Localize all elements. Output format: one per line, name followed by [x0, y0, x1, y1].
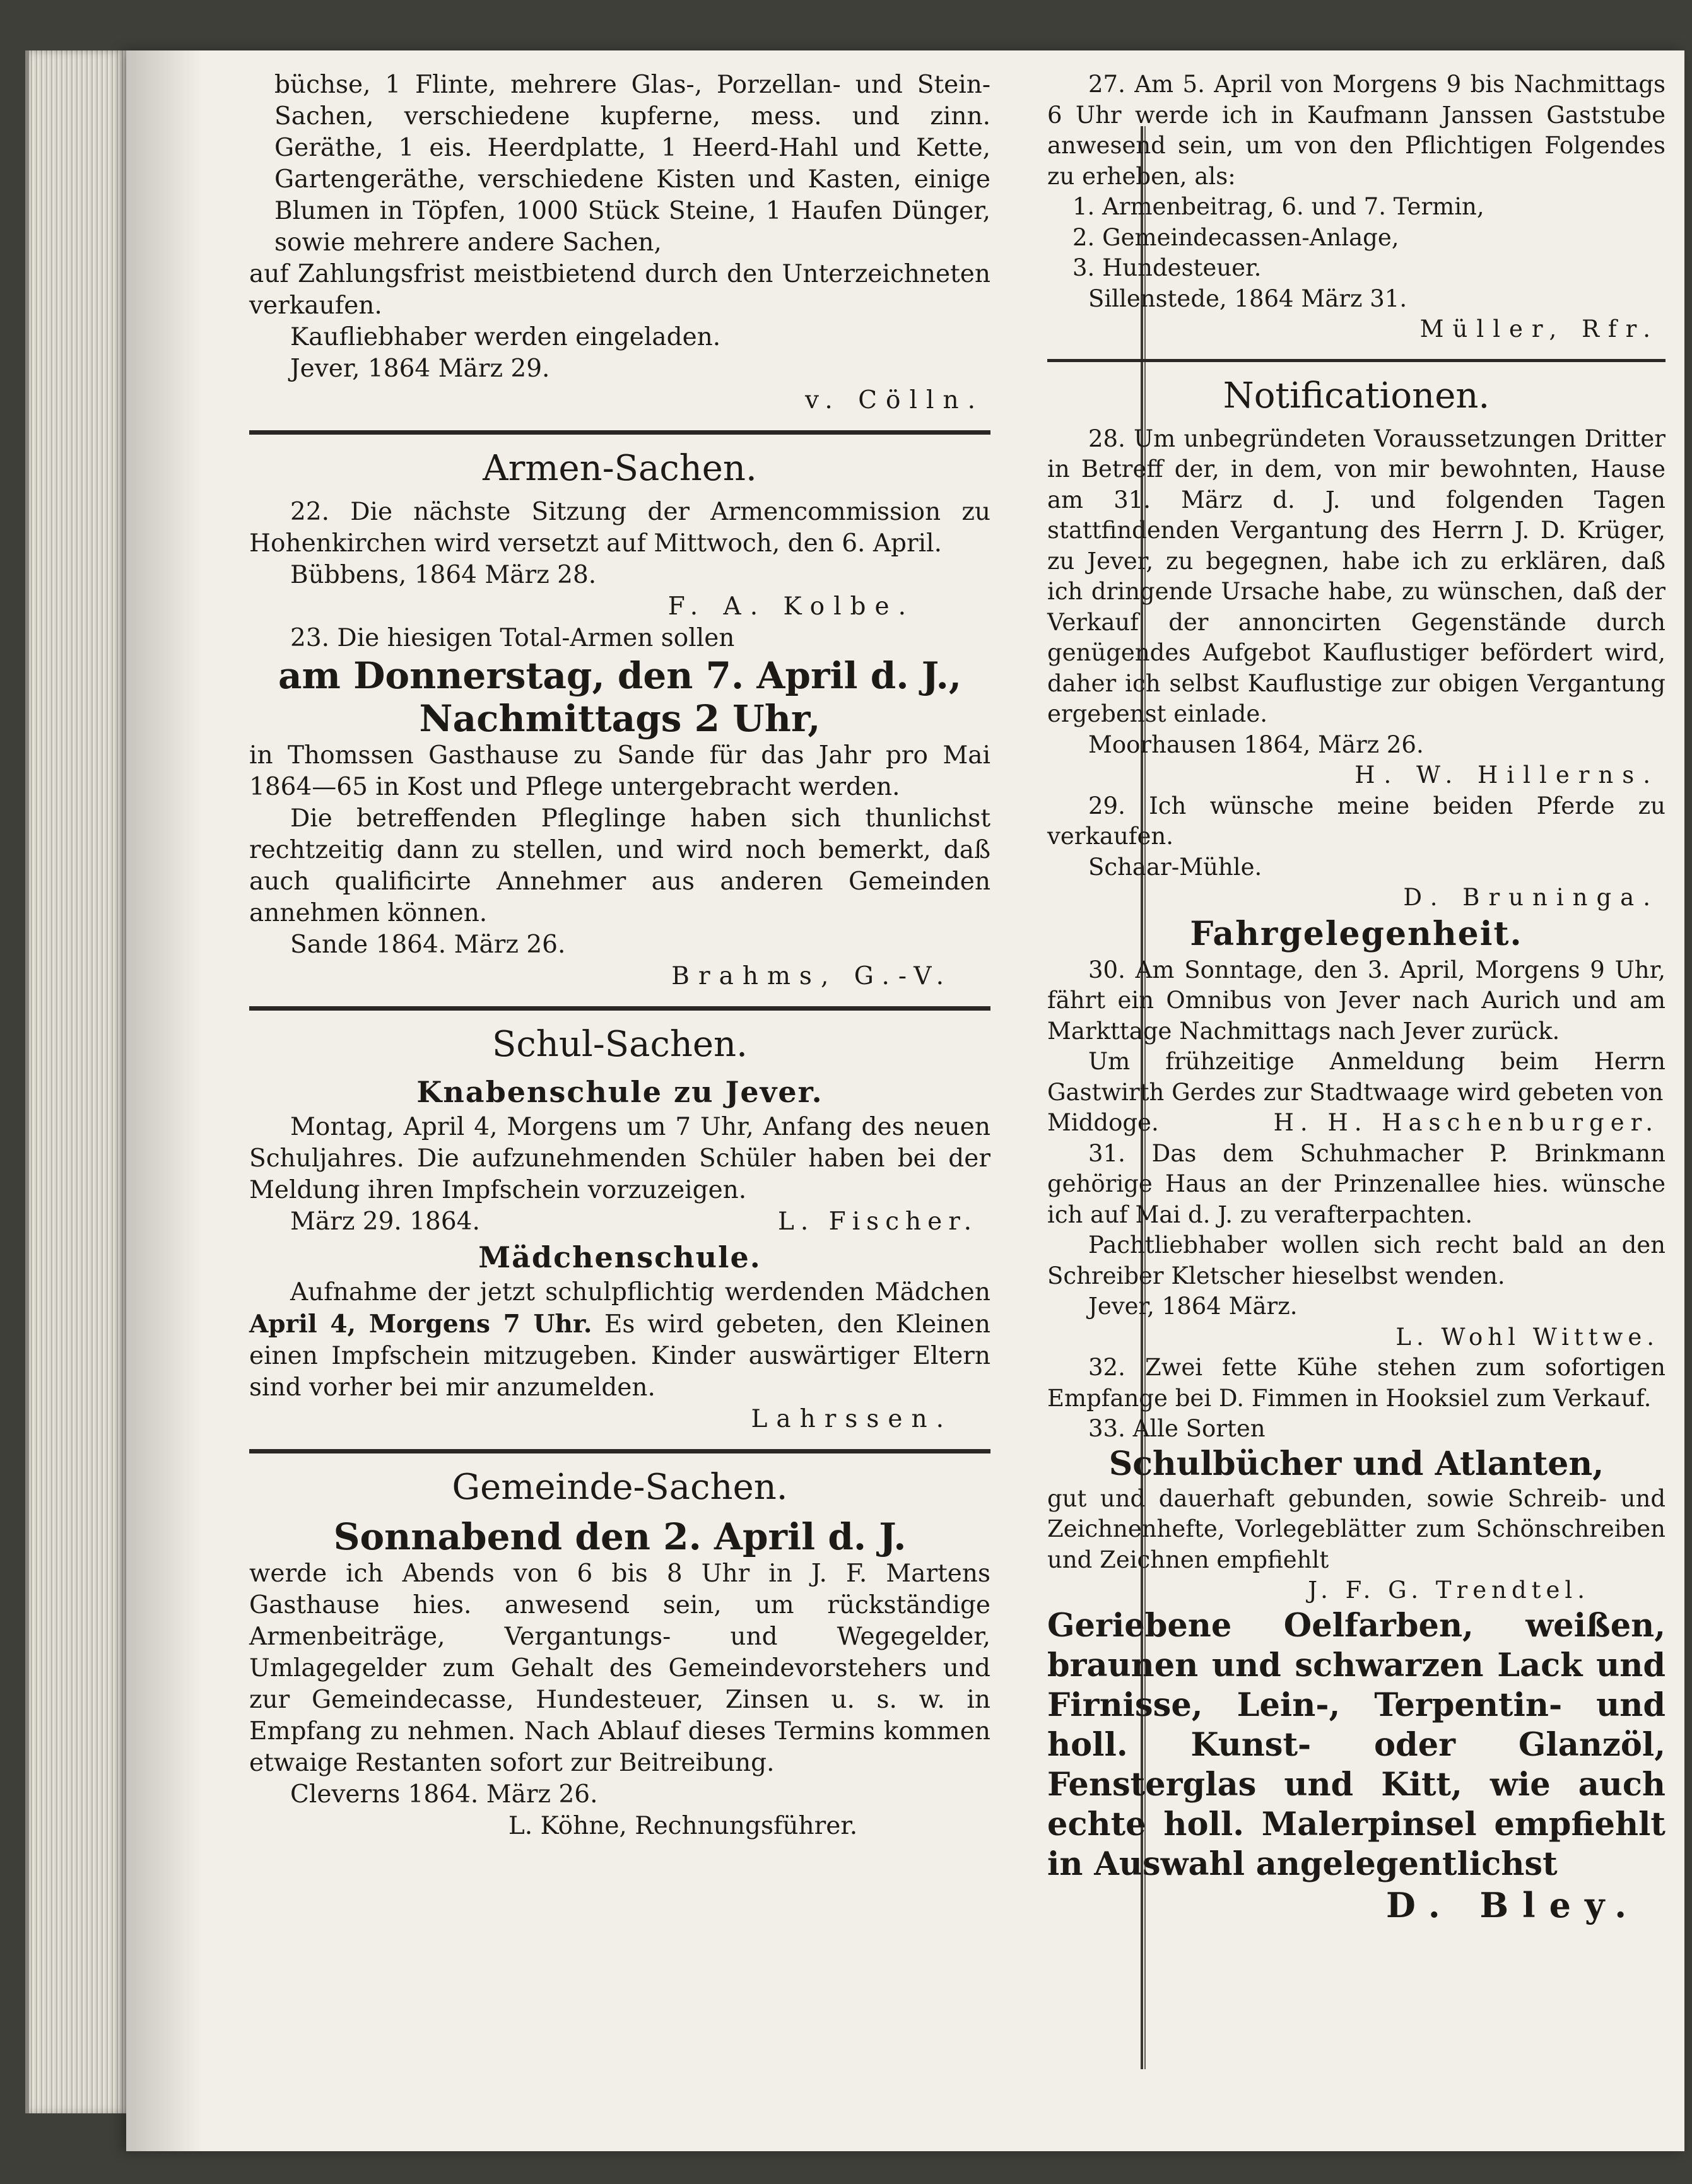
notice-23-date: Sande 1864. März 26.: [290, 931, 566, 959]
gemeinde-date-bold: Sonnabend den 2. April d. J.: [333, 1515, 907, 1558]
auction-items-text: büchse, 1 Flinte, mehrere Glas-, Porzellan- und Stein-Sachen, verschiedene kupferne, mess. und zinn. Geräthe, 1 eis. Heerdplatte, 1 Heerd-Hahl und Kette, Gartengeräthe, verschiedene Kisten und Kasten, einige Blumen in Töpfen, 1000 Stück Steine, 1 Haufen Dünger, sowie mehrere andere Sachen,: [274, 71, 990, 257]
notice-27-item: 2. Gemeindecassen-Anlage,: [1072, 223, 1399, 251]
section-heading-notificationen: Notificationen.: [1223, 375, 1490, 416]
notice-27-date: Sillenstede, 1864 März 31.: [1088, 285, 1407, 312]
big-advert-text: Geriebene Oelfarben, weißen, braunen und schwarzen Lack und Firnisse, Lein-, Terpentin- und holl. Kunst- oder Glanzöl, Fensterglas und Kitt, wie auch echte holl. Malerpinsel empfiehlt in Auswahl angelegentlichst: [1047, 1606, 1666, 1883]
maedchenschule-date-bold: April 4, Morgens 7 Uhr.: [249, 1310, 592, 1339]
maedchenschule-text: [249, 1277, 990, 1404]
notice-28-date: Moorhausen 1864, März 26.: [1088, 731, 1424, 758]
notice-23-text: in Thomssen Gasthause zu Sande für das Jahr pro Mai 1864—65 in Kost und Pflege untergebracht werden.: [249, 741, 990, 801]
notice-23-intro: 23. Die hiesigen Total-Armen sollen: [290, 624, 735, 652]
notice-27-text: 27. Am 5. April von Morgens 9 bis Nachmittags 6 Uhr werde ich in Kaufmann Janssen Gaststube anwesend sein, um von den Pflichtigen Folgendes zu erheben, als:: [1047, 71, 1666, 190]
notice-30-text: 30. Am Sonntage, den 3. April, Morgens 9 Uhr, fährt ein Omnibus von Jever nach Aurich und am Markttage Nachmittags nach Jever zurück.: [1047, 956, 1666, 1045]
notice-33-text: gut und dauerhaft gebunden, sowie Schreib- und Zeichnenhefte, Vorlegeblätter zum Schönschreiben und Zeichnen empfiehlt: [1047, 1484, 1666, 1573]
maedchenschule-text-post: Es wird gebeten, den Kleinen einen Impfschein mitzugeben. Kinder auswärtiger Eltern sind vorher bei mir anzumelden.: [249, 1310, 990, 1402]
section-heading-armen: Armen-Sachen.: [483, 448, 757, 489]
book-page-edges: [25, 50, 130, 2113]
notice-31-text: 31. Das dem Schuhmacher P. Brinkmann gehörige Haus an der Prinzenallee hies. wünsche ich auf Mai d. J. zu verafterpachten.: [1047, 1139, 1666, 1228]
subheading-maedchenschule: Mädchenschule.: [478, 1240, 761, 1274]
notice-23-text2: Die betreffenden Pfleglinge haben sich thunlichst rechtzeitig dann zu stellen, und wird noch bemerkt, daß auch qualificirte Annehmer aus anderen Gemeinden annehmen können.: [249, 804, 990, 927]
notice-31-text2: Pachtliebhaber wollen sich recht bald an den Schreiber Kletscher hieselbst wenden.: [1047, 1231, 1666, 1289]
section-heading-fahrgelegenheit: Fahrgelegenheit.: [1190, 914, 1523, 953]
notice-22-date: Bübbens, 1864 März 28.: [290, 561, 597, 589]
right-column: [1047, 69, 1666, 1926]
notice-29-place: Schaar-Mühle.: [1088, 853, 1262, 881]
notice-27-item: 1. Armenbeitrag, 6. und 7. Termin,: [1072, 193, 1484, 220]
notice-23-signature: Brahms, G.-V.: [671, 962, 953, 990]
notice-30-text2: Um frühzeitige Anmeldung beim Herrn Gastwirth Gerdes zur Stadtwaage wird gebeten von: [1047, 1048, 1666, 1106]
notice-22-text: 22. Die nächste Sitzung der Armencommission zu Hohenkirchen wird versetzt auf Mittwoch, den 6. April.: [249, 498, 990, 558]
knabenschule-date-value: März 29. 1864.: [290, 1207, 480, 1236]
notice-32-text: 32. Zwei fette Kühe stehen zum sofortigen Empfange bei D. Fimmen in Hooksiel zum Verkauf.: [1047, 1354, 1666, 1412]
notice-28-signature: H. W. Hillerns.: [1354, 761, 1659, 789]
notice-29-text: 29. Ich wünsche meine beiden Pferde zu verkaufen.: [1047, 792, 1666, 850]
notice-31-signature: L. Wohl Wittwe.: [1395, 1323, 1659, 1351]
section-rule: [249, 430, 990, 435]
knabenschule-text: Montag, April 4, Morgens um 7 Uhr, Anfang des neuen Schuljahres. Die aufzunehmenden Schüler haben bei der Meldung ihren Impfschein vorzuzeigen.: [249, 1113, 990, 1204]
auction-invite: Kaufliebhaber werden eingeladen.: [290, 323, 721, 351]
auction-sale-line: auf Zahlungsfrist meistbietend durch den Unterzeichneten verkaufen.: [249, 260, 990, 320]
section-rule: [1047, 359, 1666, 362]
notice-23-date-bold: am Donnerstag, den 7. April d. J.,: [278, 654, 962, 697]
notice-23-time-bold: Nachmittags 2 Uhr,: [419, 697, 821, 740]
auction-signature: v. Cölln.: [805, 386, 984, 414]
subheading-knabenschule: Knabenschule zu Jever.: [416, 1075, 823, 1109]
maedchenschule-text-pre: Aufnahme der jetzt schulpflichtig werdenden Mädchen: [290, 1278, 990, 1306]
notice-22-signature: F. A. Kolbe.: [667, 592, 915, 621]
notice-31-date: Jever, 1864 März.: [1088, 1293, 1298, 1320]
gemeinde-text: werde ich Abends von 6 bis 8 Uhr in J. F. Martens Gasthause hies. anwesend sein, um rückständige Armenbeiträge, Vergantungs- und Wegegelder, Umlagegelder zum Gehalt des Gemeindevorstehers und zur Gemeindecasse, Hundesteuer, Zinsen u. s. w. in Empfang zu nehmen. Nach Ablauf dieses Termins kommen etwaige Restanten sofort zur Beitreibung.: [249, 1559, 990, 1777]
maedchenschule-signature: Lahrssen.: [751, 1405, 953, 1433]
notice-30-signature: H. H. Haschenburger.: [1273, 1109, 1659, 1136]
gemeinde-signature: L. Köhne, Rechnungsführer.: [508, 1812, 858, 1840]
notice-29-signature: D. Bruninga.: [1403, 884, 1659, 911]
notice-30-place: Middoge.: [1047, 1109, 1159, 1136]
notice-27-signature: Müller, Rfr.: [1419, 315, 1659, 343]
section-heading-schul: Schul-Sachen.: [492, 1024, 748, 1065]
notice-33-intro: 33. Alle Sorten: [1088, 1415, 1266, 1442]
notice-27-item: 3. Hundesteuer.: [1072, 254, 1262, 281]
section-rule: [249, 1006, 990, 1011]
knabenschule-signature: L. Fischer.: [777, 1207, 978, 1236]
auction-date: Jever, 1864 März 29.: [290, 355, 550, 383]
left-column: [249, 69, 990, 1842]
notice-33-bold: Schulbücher und Atlanten,: [1108, 1444, 1604, 1483]
notice-33-signature: J. F. G. Trendtel.: [1308, 1576, 1590, 1604]
knabenschule-date: [249, 1206, 990, 1238]
big-advert-signature: D. Bley.: [1386, 1884, 1640, 1925]
notice-30-sign-line: [1047, 1108, 1666, 1139]
gemeinde-date: Cleverns 1864. März 26.: [290, 1780, 598, 1809]
section-heading-gemeinde: Gemeinde-Sachen.: [452, 1467, 788, 1508]
section-rule: [249, 1449, 990, 1453]
notice-28-text: 28. Um unbegründeten Voraussetzungen Dritter in Betreff der, in dem, von mir bewohnten, Hause am 31. März d. J. und folgenden Tagen stattfindenden Vergantung des Herrn J. D. Krüger, zu Jever, zu begegnen, habe ich zu erklären, daß ich dringende Ursache habe, zu wünschen, daß der Verkauf der annoncirten Gegenstände durch genügendes Aufgebot Kauflustiger befördert wird, daher ich selbst Kauflustige zur obigen Vergantung ergebenst einlade.: [1047, 425, 1666, 727]
